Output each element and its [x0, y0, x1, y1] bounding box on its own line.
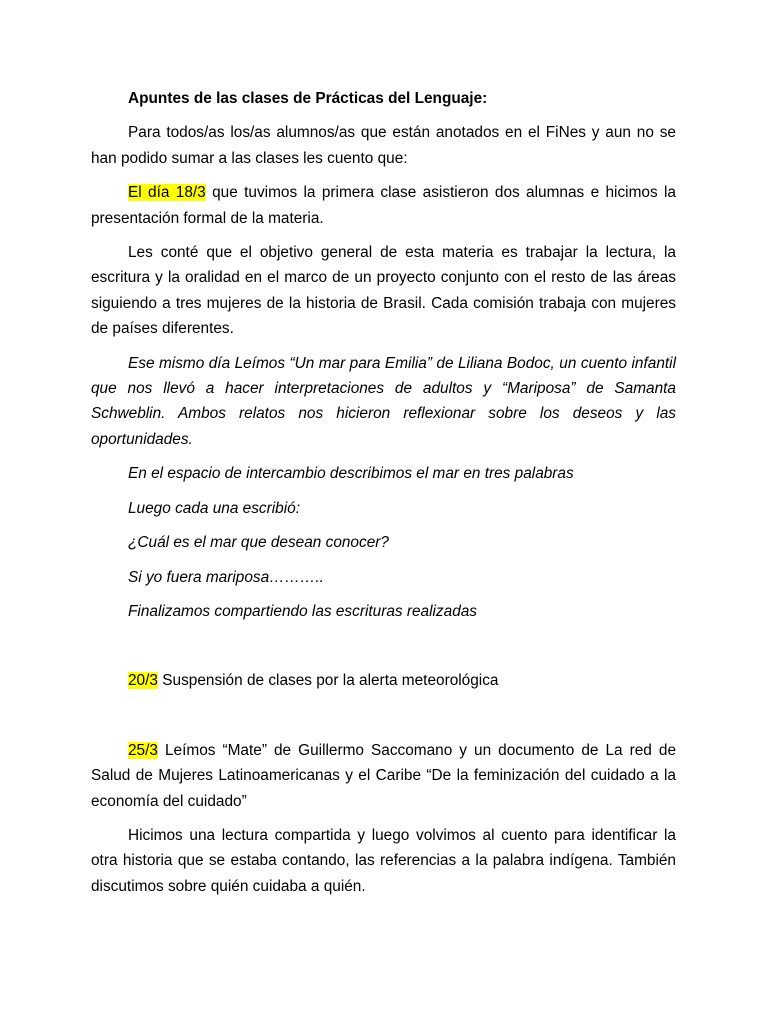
date-highlight-20: 20/3: [128, 672, 158, 690]
question-paragraph: ¿Cuál es el mar que desean conocer?: [128, 534, 389, 552]
paragraph-day-25: [91, 738, 676, 814]
intro-paragraph: Para todos/as los/as alumnos/as que están anotados en el FiNes y aun no se han podido sumar a las clases les cuento que:: [91, 124, 676, 167]
document-title: Apuntes de las clases de Prácticas del Lenguaje:: [128, 90, 488, 107]
readings-paragraph: Ese mismo día Leímos “Un mar para Emilia” de Liliana Bodoc, un cuento infantil que nos llevó a hacer interpretaciones de adultos y “Mariposa” de Samanta Schweblin. Ambos relatos nos hicieron reflexionar sobre los deseos y las oportunidades.: [91, 354, 676, 448]
paragraph-day-18: [91, 180, 676, 231]
exchange-paragraph: En el espacio de intercambio describimos el mar en tres palabras: [128, 465, 574, 483]
writing-paragraph: Luego cada una escribió:: [128, 499, 300, 517]
objective-paragraph: Les conté que el objetivo general de esta materia es trabajar la lectura, la escritura y la oralidad en el marco de un proyecto conjunto con el resto de las áreas siguiendo a tres mujeres de la historia de Brasil. Cada comisión trabaja con mujeres de países diferentes.: [91, 244, 676, 338]
paragraph-day-25-text: Leímos “Mate” de Guillermo Saccomano y un documento de La red de Salud de Mujeres Latinoamericanas y el Caribe “De la feminización del cuidado a la economía del cuidado”: [91, 741, 676, 810]
shared-reading-paragraph: Hicimos una lectura compartida y luego volvimos al cuento para identificar la otra historia que se estaba contando, las referencias a la palabra indígena. También discutimos sobre quién cuidaba a quién.: [91, 826, 676, 895]
paragraph-day-18-text: que tuvimos la primera clase asistieron dos alumnas e hicimos la presentación formal de la materia.: [91, 184, 676, 227]
document-body: [91, 86, 676, 908]
butterfly-paragraph: Si yo fuera mariposa………..: [128, 568, 324, 586]
paragraph-day-20-text: Suspensión de clases por la alerta meteorológica: [157, 672, 499, 690]
closing-paragraph: Finalizamos compartiendo las escrituras realizadas: [128, 602, 478, 620]
date-highlight-18: El día 18/3: [128, 184, 206, 202]
date-highlight-25: 25/3: [128, 741, 158, 759]
paragraph-day-20: [91, 668, 676, 693]
